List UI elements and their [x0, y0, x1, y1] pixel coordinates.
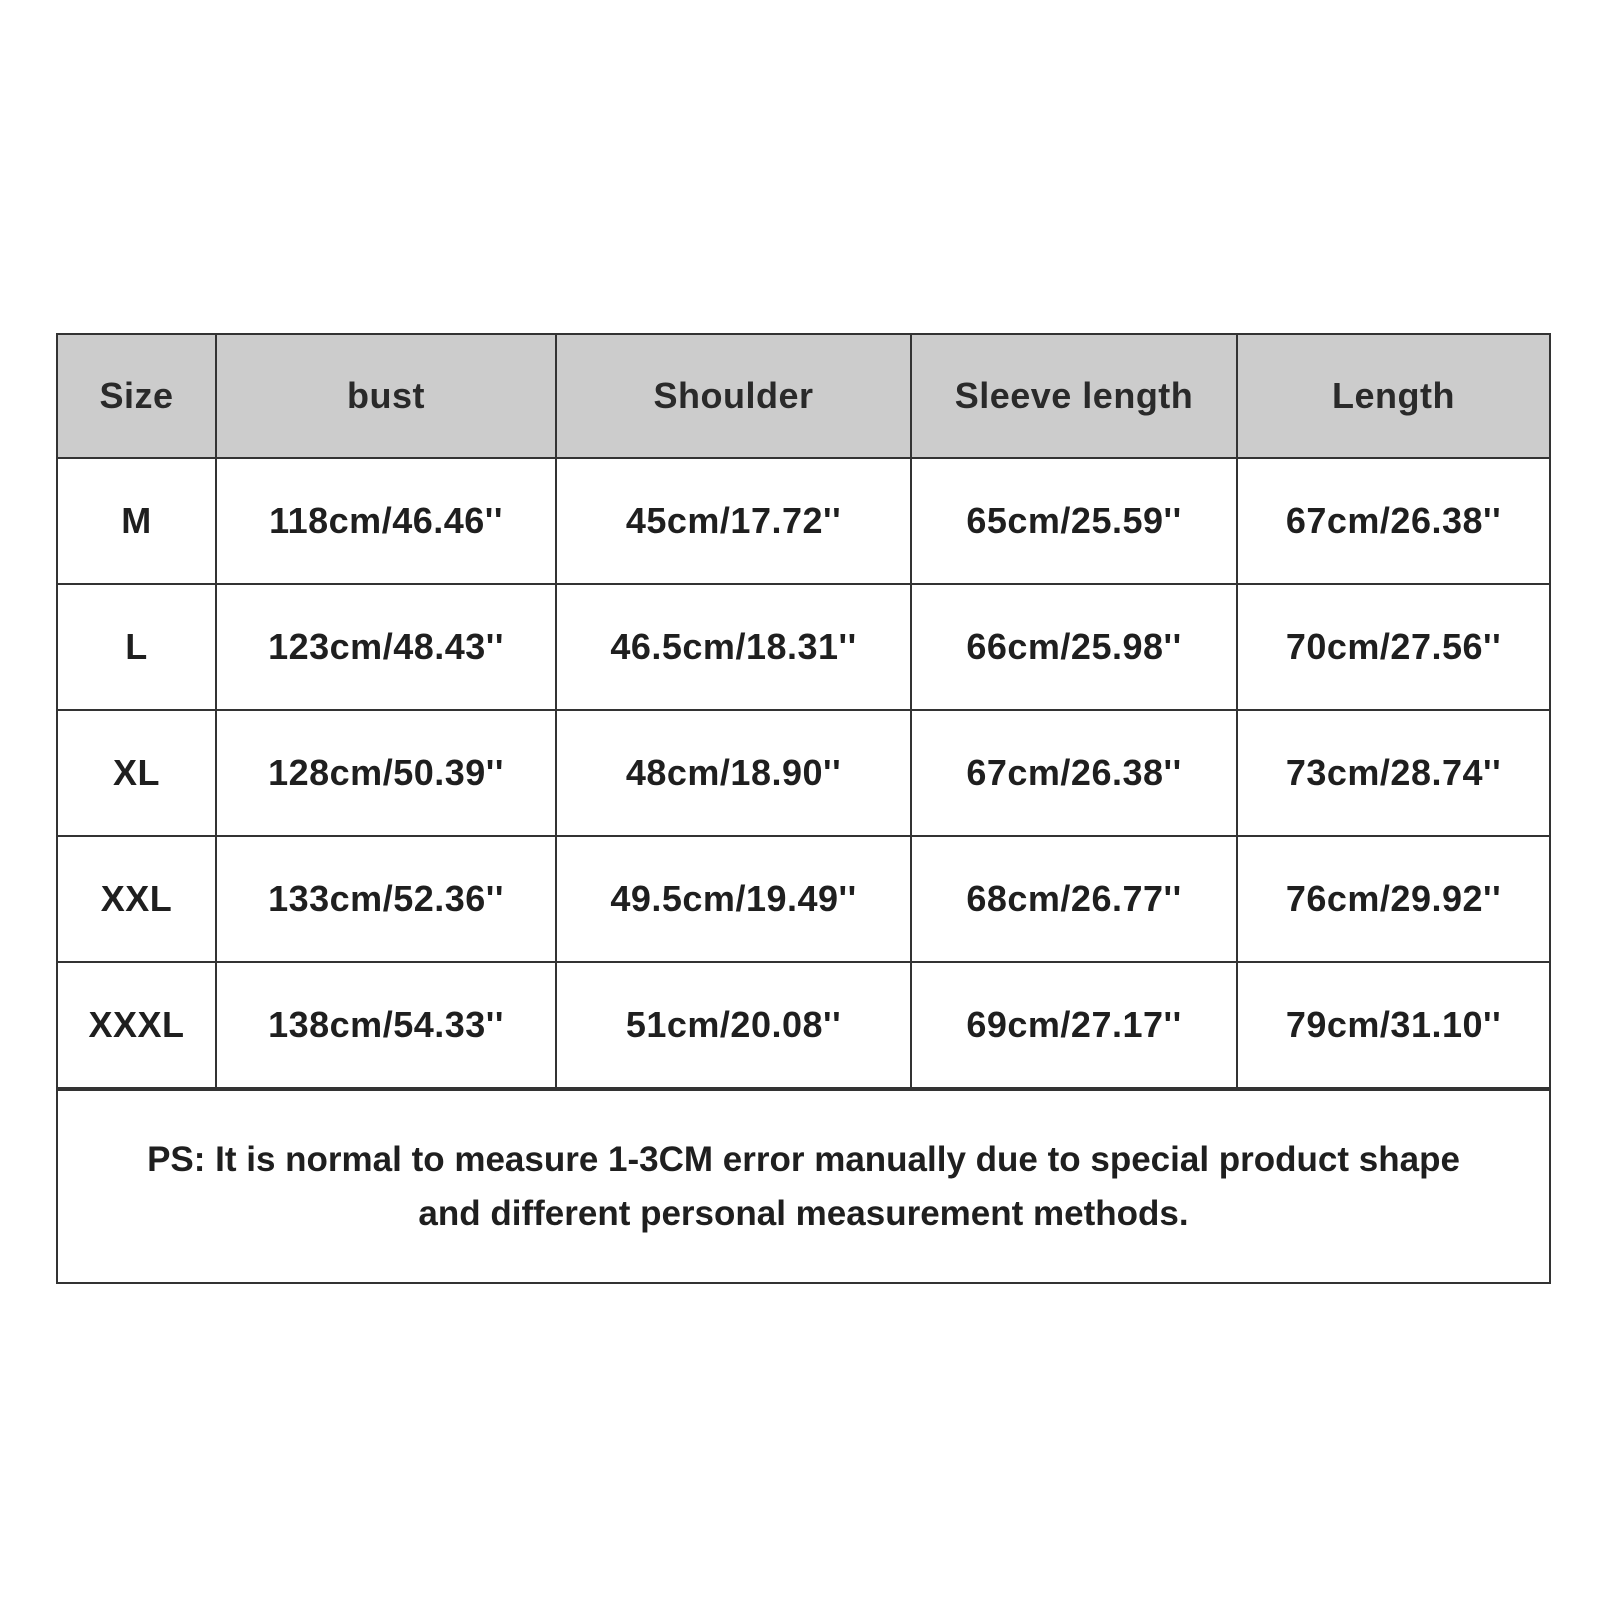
table-row: [58, 458, 1549, 584]
shoulder-cell: 46.5cm/18.31'': [556, 584, 911, 710]
size-cell: M: [58, 458, 216, 584]
shoulder-cell: 45cm/17.72'': [556, 458, 911, 584]
bust-cell: 128cm/50.39'': [216, 710, 556, 836]
size-cell: L: [58, 584, 216, 710]
sleeve-length-cell: 66cm/25.98'': [911, 584, 1237, 710]
size-cell: XXL: [58, 836, 216, 962]
table-row: [58, 710, 1549, 836]
sleeve-length-cell: 67cm/26.38'': [911, 710, 1237, 836]
header-length: Length: [1237, 335, 1549, 458]
length-cell: 79cm/31.10'': [1237, 962, 1549, 1088]
table-row: [58, 962, 1549, 1088]
header-row: [58, 335, 1549, 458]
size-chart: [56, 333, 1551, 1284]
note-line-1: PS: It is normal to measure 1-3CM error manually due to special product shape: [147, 1139, 1460, 1179]
length-cell: 70cm/27.56'': [1237, 584, 1549, 710]
sleeve-length-cell: 68cm/26.77'': [911, 836, 1237, 962]
sleeve-length-cell: 69cm/27.17'': [911, 962, 1237, 1088]
header-sleeve-length: Sleeve length: [911, 335, 1237, 458]
header-shoulder: Shoulder: [556, 335, 911, 458]
bust-cell: 133cm/52.36'': [216, 836, 556, 962]
header-size: Size: [58, 335, 216, 458]
bust-cell: 123cm/48.43'': [216, 584, 556, 710]
sleeve-length-cell: 65cm/25.59'': [911, 458, 1237, 584]
table-row: [58, 584, 1549, 710]
size-cell: XXXL: [58, 962, 216, 1088]
length-cell: 67cm/26.38'': [1237, 458, 1549, 584]
header-bust: bust: [216, 335, 556, 458]
size-cell: XL: [58, 710, 216, 836]
length-cell: 73cm/28.74'': [1237, 710, 1549, 836]
shoulder-cell: 49.5cm/19.49'': [556, 836, 911, 962]
bust-cell: 118cm/46.46'': [216, 458, 556, 584]
measurement-note: [58, 1089, 1549, 1282]
shoulder-cell: 51cm/20.08'': [556, 962, 911, 1088]
length-cell: 76cm/29.92'': [1237, 836, 1549, 962]
shoulder-cell: 48cm/18.90'': [556, 710, 911, 836]
bust-cell: 138cm/54.33'': [216, 962, 556, 1088]
size-table: [58, 335, 1549, 1089]
table-row: [58, 836, 1549, 962]
note-line-2: and different personal measurement methods.: [418, 1193, 1189, 1233]
